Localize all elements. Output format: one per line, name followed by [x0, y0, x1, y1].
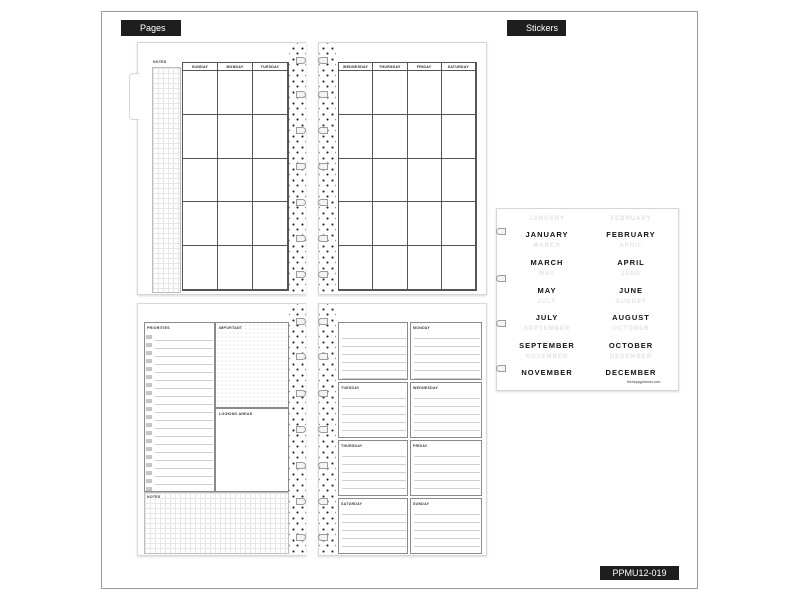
- week-notes-box: [338, 322, 408, 380]
- page-tab: [129, 73, 139, 120]
- disc-hole: [318, 353, 328, 360]
- disc-hole: [318, 271, 328, 278]
- day-lines: [414, 331, 480, 379]
- month-sticker: JUNE: [618, 286, 643, 295]
- month-sticker: MAY: [537, 286, 557, 295]
- disc-hole: [318, 498, 328, 505]
- looking-ahead-box: [215, 408, 289, 492]
- day-lines: [342, 449, 406, 495]
- disc-hole: [296, 127, 306, 134]
- weekly-right-page: [318, 303, 487, 556]
- disc-hole: [296, 163, 306, 170]
- important-heading: IMPORTANT: [219, 326, 243, 330]
- priorities-checkboxes: [146, 334, 152, 492]
- day-box-sunday: [410, 498, 482, 554]
- day-lines: [342, 507, 406, 553]
- month-sticker: AUGUST: [612, 313, 650, 322]
- pages-label: Pages: [121, 20, 181, 36]
- disc-hole: [318, 163, 328, 170]
- day-header: SATURDAY: [442, 63, 476, 71]
- disc-hole: [296, 271, 306, 278]
- disc-hole: [296, 353, 306, 360]
- day-box-tuesday: [338, 382, 408, 438]
- dashboard-notes-grid: [144, 492, 289, 554]
- disc-hole: [296, 199, 306, 206]
- priorities-box: [144, 322, 215, 492]
- month-sticker: OCTOBER: [608, 341, 654, 350]
- disc-hole: [318, 426, 328, 433]
- ghost-month-label: OCTOBER: [612, 326, 650, 332]
- priorities-lines: [155, 333, 213, 491]
- day-header: FRIDAY: [408, 63, 442, 71]
- ghost-month-label: NOVEMBER: [525, 354, 569, 360]
- disc-hole: [318, 91, 328, 98]
- disc-hole: [318, 57, 328, 64]
- day-header: THURSDAY: [373, 63, 407, 71]
- day-box-friday: [410, 440, 482, 496]
- month-sticker: MARCH: [530, 258, 564, 267]
- day-label: SUNDAY: [413, 502, 430, 506]
- ghost-month-label: MAY: [539, 271, 555, 277]
- day-box-wednesday: [410, 382, 482, 438]
- day-label: THURSDAY: [341, 444, 363, 448]
- disc-hole: [296, 318, 306, 325]
- disc-hole: [496, 275, 506, 282]
- day-label: WEDNESDAY: [413, 386, 439, 390]
- ghost-month-label: APRIL: [619, 243, 643, 249]
- disc-hole: [318, 127, 328, 134]
- day-lines: [414, 391, 480, 437]
- day-header: TUESDAY: [253, 63, 288, 71]
- month-sticker: APRIL: [617, 258, 645, 267]
- day-header: WEDNESDAY: [339, 63, 373, 71]
- dashboard-notes-heading: NOTES: [147, 495, 161, 499]
- disc-hole: [318, 199, 328, 206]
- disc-hole: [318, 462, 328, 469]
- ghost-month-label: JUNE: [620, 271, 641, 277]
- day-box-saturday: [338, 498, 408, 554]
- ghost-month-label: JANUARY: [529, 216, 565, 222]
- ghost-month-label: MARCH: [533, 243, 561, 249]
- day-lines: [342, 391, 406, 437]
- notes-grid: [152, 67, 181, 293]
- disc-hole: [318, 235, 328, 242]
- week-notes-lines: [342, 331, 406, 379]
- month-sticker: SEPTEMBER: [519, 341, 575, 350]
- priorities-heading: PRIORITIES: [147, 326, 170, 330]
- disc-hole: [318, 318, 328, 325]
- month-sticker: NOVEMBER: [521, 368, 573, 377]
- disc-hole: [496, 228, 506, 235]
- looking-ahead-heading: LOOKING AHEAD: [219, 412, 253, 416]
- disc-hole: [296, 91, 306, 98]
- disc-hole: [296, 426, 306, 433]
- notes-heading: NOTES: [153, 60, 167, 64]
- ghost-month-label: AUGUST: [615, 299, 647, 305]
- dashboard-left-page: [137, 303, 306, 556]
- brand-url: thehappyplanner.com: [627, 380, 661, 384]
- day-label: SATURDAY: [341, 502, 363, 506]
- disc-hole: [296, 390, 306, 397]
- day-lines: [414, 507, 480, 553]
- month-sticker: FEBRUARY: [606, 230, 656, 239]
- ghost-month-label: DECEMBER: [609, 354, 653, 360]
- stickers-label: Stickers: [507, 20, 566, 36]
- monthly-right-page: [318, 42, 487, 295]
- disc-hole: [296, 235, 306, 242]
- month-sticker: DECEMBER: [605, 368, 657, 377]
- product-code-badge: PPMU12-019: [600, 566, 679, 580]
- day-label: MONDAY: [413, 326, 431, 330]
- disc-hole: [296, 462, 306, 469]
- disc-hole: [296, 57, 306, 64]
- ghost-month-label: JULY: [537, 299, 557, 305]
- disc-hole: [296, 498, 306, 505]
- day-lines: [414, 449, 480, 495]
- ghost-month-label: SEPTEMBER: [523, 326, 571, 332]
- disc-hole: [296, 534, 306, 541]
- monthly-calendar-left: [182, 62, 289, 291]
- disc-hole: [496, 365, 506, 372]
- day-header: MONDAY: [218, 63, 253, 71]
- day-label: FRIDAY: [413, 444, 428, 448]
- day-label: TUESDAY: [341, 386, 360, 390]
- day-box-monday: [410, 322, 482, 380]
- disc-hole: [318, 534, 328, 541]
- month-sticker: JANUARY: [525, 230, 569, 239]
- monthly-calendar-right: [338, 62, 477, 291]
- important-box: [215, 322, 289, 408]
- ghost-month-label: FEBRUARY: [610, 216, 652, 222]
- day-box-thursday: [338, 440, 408, 496]
- month-sticker-sheet: [496, 208, 679, 391]
- month-sticker: JULY: [535, 313, 559, 322]
- disc-hole: [318, 390, 328, 397]
- disc-hole: [496, 320, 506, 327]
- day-header: SUNDAY: [183, 63, 218, 71]
- monthly-left-page: [137, 42, 306, 295]
